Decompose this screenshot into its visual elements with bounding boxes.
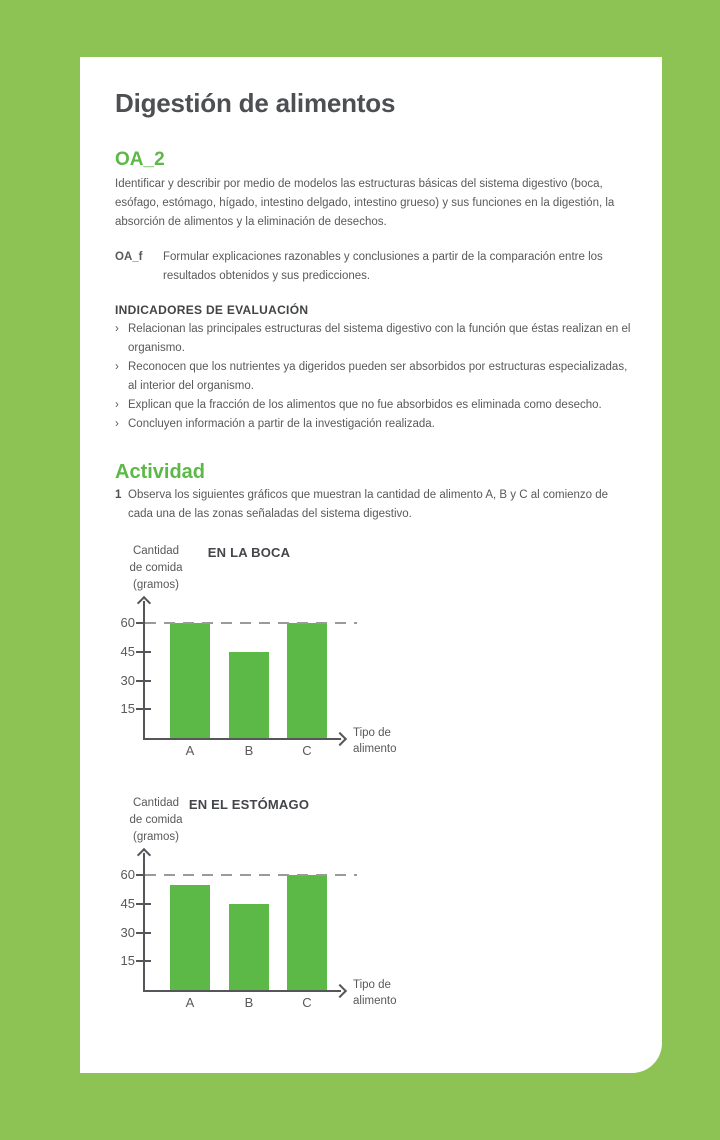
bar-B: [229, 652, 269, 738]
indicator-text: Concluyen información a partir de la investigación realizada.: [128, 418, 435, 430]
x-axis: [143, 738, 341, 740]
x-category-label: A: [185, 995, 195, 1010]
bar-C: [287, 623, 327, 738]
activity-item-number: 1: [115, 489, 122, 501]
x-axis-arrow-icon: [333, 732, 347, 746]
y-tick-label: 60: [120, 615, 135, 630]
y-tick-mark: [136, 960, 151, 962]
indicator-text: Explican que la fracción de los alimentos que no fue absorbidos es eliminada como desecho.: [128, 399, 602, 411]
oa2-heading: OA_2: [115, 149, 165, 170]
max-amount-dashed-line: [145, 622, 357, 624]
oa2-description: Identificar y describir por medio de modelos las estructuras básicas del sistema digestivo (boca, esófago, estómago, hígado, intestino delgado, intestino grueso) y sus funciones en la digestión, la absorción de alimentos y la eliminación de desechos.: [115, 178, 615, 228]
y-axis-title-line: de comida: [129, 814, 183, 826]
x-category-label: C: [302, 743, 312, 758]
activity-heading: Actividad: [115, 461, 206, 483]
chart-plot: [115, 543, 635, 773]
max-amount-dashed-line: [145, 874, 357, 876]
y-tick-label: 45: [120, 643, 135, 659]
x-category-label: B: [244, 995, 254, 1010]
y-tick-mark: [136, 932, 151, 934]
y-tick-label: 30: [120, 924, 135, 940]
bar-A: [170, 623, 210, 738]
x-axis-title-line: Tipo de: [353, 979, 391, 991]
indicator-item: [115, 415, 635, 434]
y-axis-title-line: Cantidad: [132, 797, 180, 809]
indicators-heading: INDICADORES DE EVALUACIÓN: [115, 303, 309, 317]
oaf-description: Formular explicaciones razonables y conclusiones a partir de la comparación entre los resultados obtenidos y sus predicciones.: [163, 251, 603, 282]
y-tick-label: 45: [120, 895, 135, 911]
activity-item-text: Observa los siguientes gráficos que muestran la cantidad de alimento A, B y C al comienzo de cada una de las zonas señaladas del sistema digestivo.: [128, 489, 609, 520]
y-tick-label: 30: [120, 672, 135, 688]
bullet-icon: ›: [115, 399, 119, 411]
page-card: [80, 57, 662, 1073]
x-category-label: C: [302, 995, 312, 1010]
x-axis-title-line: alimento: [353, 995, 397, 1007]
chart-en-la-boca: [115, 543, 635, 773]
x-axis-title-line: Tipo de: [353, 727, 391, 739]
x-axis-title: [353, 977, 396, 1009]
bar-A: [170, 885, 210, 990]
y-tick-mark: [136, 708, 151, 710]
bar-C: [287, 875, 327, 990]
y-axis-arrow-icon: [137, 596, 151, 610]
chart-en-el-estomago: [115, 795, 635, 1025]
chart-plot: [115, 795, 635, 1025]
chart-title: EN LA BOCA: [207, 545, 291, 560]
oaf-label: OA_f: [115, 251, 143, 263]
x-axis-title-line: alimento: [353, 743, 397, 755]
y-tick-label: 15: [120, 701, 135, 717]
x-category-label: A: [185, 743, 195, 758]
y-tick-mark: [136, 903, 151, 905]
y-axis-title-line: (gramos): [132, 831, 179, 843]
indicator-text: Reconocen que los nutrientes ya digeridos pueden ser absorbidos por estructuras especializadas, al interior del organismo.: [128, 361, 628, 392]
bullet-icon: ›: [115, 418, 119, 430]
indicator-item: [115, 358, 635, 396]
oaf-block: [115, 248, 635, 286]
indicator-item: [115, 320, 635, 358]
indicator-item: [115, 396, 635, 415]
activity-item: [115, 486, 635, 524]
y-tick-mark: [136, 680, 151, 682]
x-category-label: B: [244, 743, 254, 758]
indicator-text: Relacionan las principales estructuras del sistema digestivo con la función que éstas realizan en el organismo.: [128, 323, 631, 354]
chart-title: EN EL ESTÓMAGO: [188, 797, 310, 812]
y-axis-title-line: de comida: [129, 562, 183, 574]
bar-B: [229, 904, 269, 990]
x-axis-title: [353, 725, 396, 757]
y-axis-title-line: (gramos): [132, 579, 179, 591]
x-axis-arrow-icon: [333, 984, 347, 998]
y-tick-label: 60: [120, 867, 135, 882]
x-axis: [143, 990, 341, 992]
page-title: Digestión de alimentos: [115, 88, 396, 118]
bullet-icon: ›: [115, 361, 119, 373]
y-tick-label: 15: [120, 953, 135, 969]
bullet-icon: ›: [115, 323, 119, 335]
y-axis-arrow-icon: [137, 848, 151, 862]
page-content: [80, 57, 662, 1025]
y-tick-mark: [136, 651, 151, 653]
y-axis-title-line: Cantidad: [132, 545, 180, 557]
